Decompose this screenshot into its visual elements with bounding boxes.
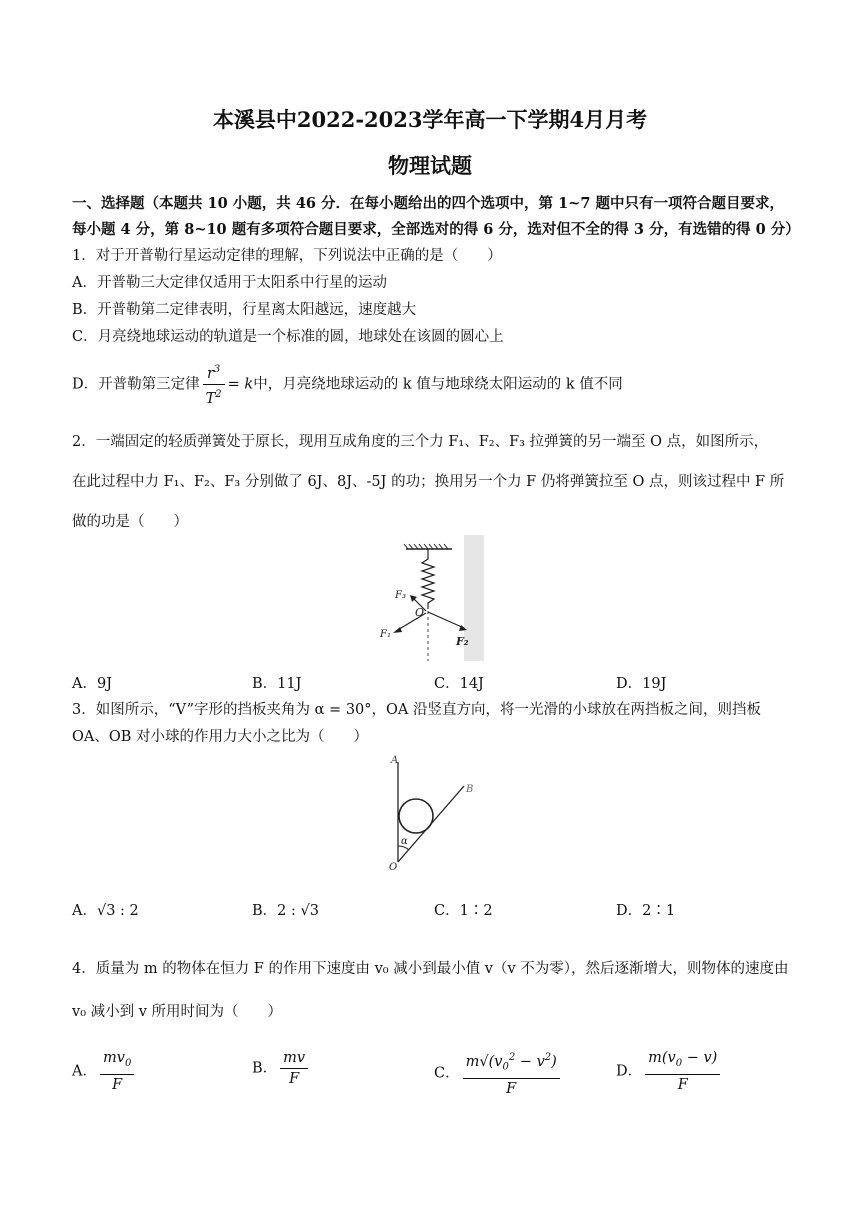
label-f1: F₁ [380, 629, 391, 640]
label-a: A [391, 755, 399, 766]
q1-option-b: B．开普勒第二定律表明，行星离太阳越远，速度越大 [72, 302, 417, 318]
ball [399, 799, 433, 833]
kepler-third-law-formula: $\frac{r^3}{T^2}$ [203, 360, 225, 409]
q3-stem-line1: 3．如图所示，“V”字形的挡板夹角为 α = 30°，OA 沿竖直方向，将一光滑的小球放在两挡板之间，则挡板 [72, 702, 761, 718]
q3-option-c: C．1∶2 [434, 903, 493, 919]
q2-stem-line2: 在此过程中力 F₁、F₂、F₃ 分别做了 6J、8J、-5J 的功；换用另一个力 F 仍将弹簧拉至 O 点，则该过程中 F 所 [72, 474, 785, 490]
q1-stem: 1．对于开普勒行星运动定律的理解，下列说法中正确的是（ ） [72, 248, 502, 264]
q4-option-c-label: C． [434, 1065, 460, 1082]
q3-option-d: D．2∶1 [616, 903, 676, 919]
q1-option-a: A．开普勒三大定律仅适用于太阳系中行星的运动 [72, 275, 387, 291]
q4-option-c-formula: $\frac{m√(v_0^2 - v^2)}{F}$ [463, 1048, 560, 1099]
q3-option-a: A．√3 : 2 [72, 903, 139, 919]
q4-option-a [72, 1048, 137, 1095]
q2-stem-line1: 2．一端固定的轻质弹簧处于原长，现用互成角度的三个力 F₁、F₂、F₃ 拉弹簧的另一端至 O 点，如图所示， [72, 434, 769, 450]
q2-option-a: A．9J [72, 676, 113, 692]
q4-option-b-formula: $\frac{mv}{F}$ [280, 1048, 308, 1089]
q1-option-d: D．开普勒第三定律 $\frac{r^3}{T^2}$ = k中，月亮绕地球运动的 k 值与地球绕太阳运动的 k 值不同 [72, 360, 623, 404]
q3-option-b: B．2 : √3 [252, 903, 319, 919]
q1-option-c: C．月亮绕地球运动的轨道是一个标准的圆，地球处在该圆的圆心上 [72, 329, 504, 345]
q2-option-b: B．11J [252, 676, 302, 692]
spring-coil [422, 549, 434, 609]
v-board-figure [378, 752, 488, 877]
q4-option-b [252, 1048, 311, 1089]
q4-option-b-label: B． [252, 1060, 278, 1077]
q1-option-d-suffix: 中，月亮绕地球运动的 k 值与地球绕太阳运动的 k 值不同 [253, 376, 623, 393]
label-f2: F₂ [456, 635, 469, 648]
force-f2-arrow [428, 612, 464, 628]
label-alpha: α [401, 836, 408, 847]
q3-stem-line2: OA、OB 对小球的作用力大小之比为（ ） [72, 729, 369, 745]
q4-option-a-formula: $\frac{mv_0}{F}$ [100, 1048, 134, 1095]
q1-option-d-prefix: D．开普勒第三定律 [72, 376, 200, 393]
q4-stem-line1: 4．质量为 m 的物体在恒力 F 的作用下速度由 v₀ 减小到最小值 v（v 不为零），然后逐渐增大，则物体的速度由 [72, 961, 789, 977]
q4-option-d [616, 1048, 723, 1095]
q2-option-d: D．19J [616, 676, 667, 692]
q2-option-c: C．14J [434, 676, 484, 692]
label-o: O [389, 862, 398, 873]
exam-subtitle: 物理试题 [388, 153, 472, 178]
section-heading-line2: 每小题 4 分，第 8~10 题有多项符合题目要求，全部选对的得 6 分，选对但不全的得 3 分，有选错的得 0 分） [72, 221, 800, 238]
q4-option-a-label: A． [72, 1063, 97, 1080]
section-heading-line1: 一、选择题（本题共 10 小题，共 46 分．在每小题给出的四个选项中，第 1~7 题中只有一项符合题目要求， [72, 195, 784, 212]
q4-stem-line2: v₀ 减小到 v 所用时间为（ ） [72, 1004, 283, 1020]
q4-option-d-label: D． [616, 1063, 643, 1080]
spring-force-figure [360, 535, 490, 665]
q2-stem-line3: 做的功是（ ） [72, 514, 188, 530]
label-b: B [466, 784, 474, 795]
exam-title: 本溪县中2022-2023学年高一下学期4月月考 [212, 107, 648, 132]
q4-option-c [434, 1048, 563, 1099]
label-f3: F₃ [395, 590, 406, 601]
q4-option-d-formula: $\frac{m(v_0 - v)}{F}$ [645, 1048, 720, 1095]
label-o: O [415, 606, 425, 619]
